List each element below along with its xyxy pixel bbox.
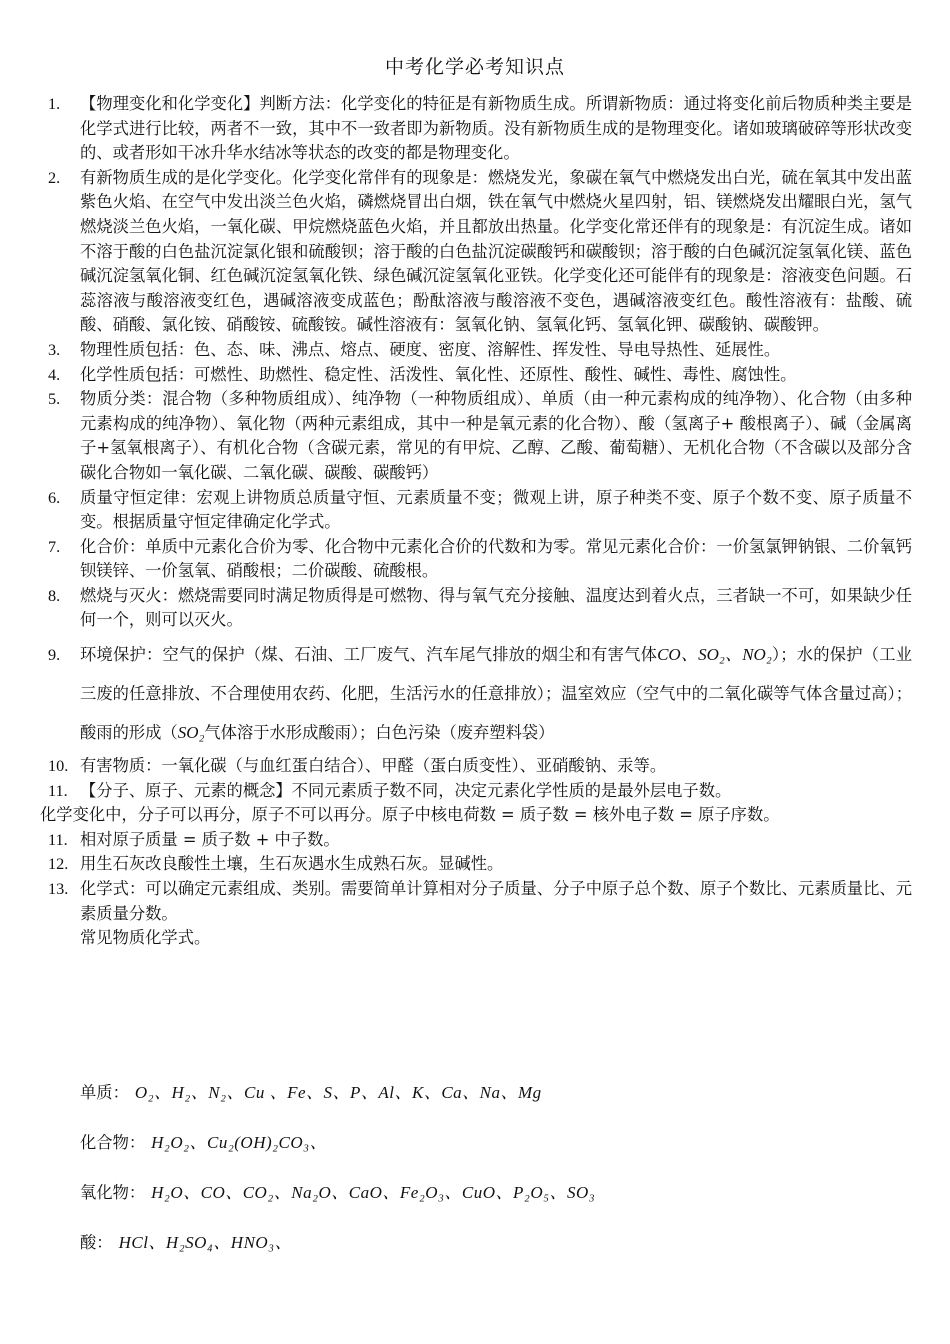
item-text: 环境保护：空气的保护（煤、石油、工厂废气、汽车尾气排放的烟尘和有害气体	[80, 645, 658, 665]
item-number: 2.	[48, 167, 61, 187]
formula-row-acids	[80, 1228, 292, 1253]
list-item	[40, 877, 912, 951]
list-item	[40, 803, 912, 828]
item-number: 5.	[48, 389, 61, 409]
item-number: 13.	[48, 879, 69, 899]
item-number: 12.	[48, 854, 69, 874]
item-text: 相对原子质量 = 质子数 + 中子数。	[80, 829, 340, 849]
list-item	[40, 635, 912, 752]
list-item	[40, 535, 912, 584]
list-item	[40, 828, 912, 853]
formula-label: 单质：	[80, 1083, 129, 1102]
item-number: 4.	[48, 364, 61, 384]
list-item	[40, 779, 912, 804]
item-text: 化学变化中，分子可以再分，原子不可以再分。原子中核电荷数 = 质子数 = 核外电子数 = 原子序数。	[40, 805, 780, 825]
item-text: 【分子、原子、元素的概念】不同元素质子数不同，决定元素化学性质的是最外层电子数。	[80, 780, 732, 800]
item-text: 物理性质包括：色、态、味、沸点、熔点、硬度、密度、溶解性、挥发性、导电导热性、延展性。	[80, 339, 781, 359]
list-item	[40, 852, 912, 877]
knowledge-list	[40, 92, 912, 951]
list-item	[40, 166, 912, 338]
page-title: 中考化学必考知识点	[384, 56, 565, 78]
item-text: 有新物质生成的是化学变化。化学变化常伴有的现象是：燃烧发光，象碳在氧气中燃烧发出白光，硫在氧其中发出蓝紫色火焰、在空气中发出淡兰色火焰，磷燃烧冒出白烟，铁在氧气中燃烧火星四射，铝、镁燃烧发出耀眼白光，氢气燃烧淡兰色火焰，一氧化碳、甲烷燃烧蓝色火焰，并且都放出热量。化学变化常还伴有的现象是：有沉淀生成。诸如不溶于酸的白色盐沉淀氯化银和硫酸钡；溶于酸的白色盐沉淀碳酸钙和碳酸钡；溶于酸的白色碱沉淀氢氧化镁、蓝色碱沉淀氢氧化铜、红色碱沉淀氢氧化铁、绿色碱沉淀氢氧化亚铁。化学变化还可能伴有的现象是：溶液变色问题。石蕊溶液与酸溶液变红色，遇碱溶液变成蓝色；酚酞溶液与酸溶液不变色，遇碱溶液变红色。酸性溶液有：盐酸、硫酸、硝酸、氯化铵、硝酸铵、硫酸铵。碱性溶液有：氢氧化钠、氢氧化钙、氢氧化钾、碳酸钠、碳酸钾。	[80, 167, 912, 335]
item-text: 气体溶于水形成酸雨）；白色污染（废弃塑料袋）	[204, 723, 555, 743]
item-number: 7.	[48, 536, 61, 556]
formula-text: O₂、H₂、N₂、Cu 、Fe、S、P、Al、K、Ca、Na、Mg	[134, 1083, 542, 1102]
list-item	[40, 754, 912, 779]
item-text: 化合价：单质中元素化合价为零、化合物中元素化合价的代数和为零。常见元素化合价：一价氢氯钾钠银、二价氧钙钡镁锌、一价氢氧、硝酸根；二价碳酸、硫酸根。	[80, 536, 912, 581]
list-item	[40, 486, 912, 535]
formula-row-elements	[80, 1078, 542, 1103]
item-text: 有害物质：一氧化碳（与血红蛋白结合）、甲醛（蛋白质变性）、亚硝酸钠、汞等。	[80, 756, 667, 776]
formula-row-oxides	[80, 1178, 595, 1203]
item-text: ）；水的保护（工业三废的任意排放、不合理使用农药、化肥，生活污水的任意排放）；温室效应（空气中的二氧化碳等气体含量过高）；酸雨的形成（	[80, 645, 912, 743]
formula-text: H₂O₂、Cu₂(OH)₂CO₃、	[151, 1133, 328, 1152]
formula-text: H₂O、CO、CO₂、Na₂O、CaO、Fe₂O₃、CuO、P₂O₅、SO₃	[151, 1183, 596, 1202]
item-text: 质量守恒定律：宏观上讲物质总质量守恒、元素质量不变；微观上讲，原子种类不变、原子个数不变、原子质量不变。根据质量守恒定律确定化学式。	[80, 487, 912, 532]
item-number: 3.	[48, 339, 61, 359]
list-item	[40, 387, 912, 485]
item-number: 11.	[48, 780, 68, 800]
formula-label: 氧化物：	[80, 1183, 146, 1202]
formula-row-compounds	[80, 1128, 327, 1153]
item-text: 燃烧与灭火：燃烧需要同时满足物质得是可燃物、得与氧气充分接触、温度达到着火点，三者缺一不可，如果缺少任何一个，则可以灭火。	[80, 585, 912, 630]
formula-text: CO、SO₂、NO₂	[657, 645, 772, 665]
formula-text: SO₂	[177, 723, 205, 743]
item-text: 化学性质包括：可燃性、助燃性、稳定性、活泼性、氧化性、还原性、酸性、碱性、毒性、腐蚀性。	[80, 364, 797, 384]
item-number: 6.	[48, 487, 61, 507]
formula-label: 酸：	[80, 1233, 113, 1252]
item-text: 物质分类：混合物（多种物质组成）、纯净物（一种物质组成）、单质（由一种元素构成的纯净物）、化合物（由多种元素构成的纯净物）、氧化物（两种元素组成，其中一种是氧元素的化合物）、酸（氢离子+ 酸根离子）、碱（金属离子+氢氧根离子）、有机化合物（含碳元素，常见的有甲烷、乙醇、乙酸、葡萄糖）、无机化合物（不含碳以及部分含碳化合物如一氧化碳、二氧化碳、碳酸、碳酸钙）	[80, 389, 912, 482]
item-text: 常见物质化学式。	[80, 928, 211, 948]
item-number: 8.	[48, 585, 61, 605]
list-item	[40, 92, 912, 166]
list-item	[40, 363, 912, 388]
item-number: 10.	[48, 756, 69, 776]
list-item	[40, 584, 912, 633]
item-text: 化学式：可以确定元素组成、类别。需要简单计算相对分子质量、分子中原子总个数、原子个数比、元素质量比、元素质量分数。	[80, 879, 912, 923]
item-number: 1.	[48, 94, 61, 113]
list-item	[40, 338, 912, 363]
formula-label: 化合物：	[80, 1133, 146, 1152]
item-text: 用生石灰改良酸性土壤，生石灰遇水生成熟石灰。显碱性。	[80, 854, 504, 874]
formula-text: HCl、H₂SO₄、HNO₃、	[118, 1233, 293, 1252]
item-text: 【物理变化和化学变化】判断方法：化学变化的特征是有新物质生成。所谓新物质：通过将变化前后物质种类主要是化学式进行比较，两者不一致，其中不一致者即为新物质。没有新物质生成的是物理变化。诸如玻璃破碎等形状改变的、或者形如干冰升华水结冰等状态的改变的都是物理变化。	[80, 94, 912, 163]
item-number: 11.	[48, 829, 68, 849]
item-number: 9.	[48, 645, 61, 665]
